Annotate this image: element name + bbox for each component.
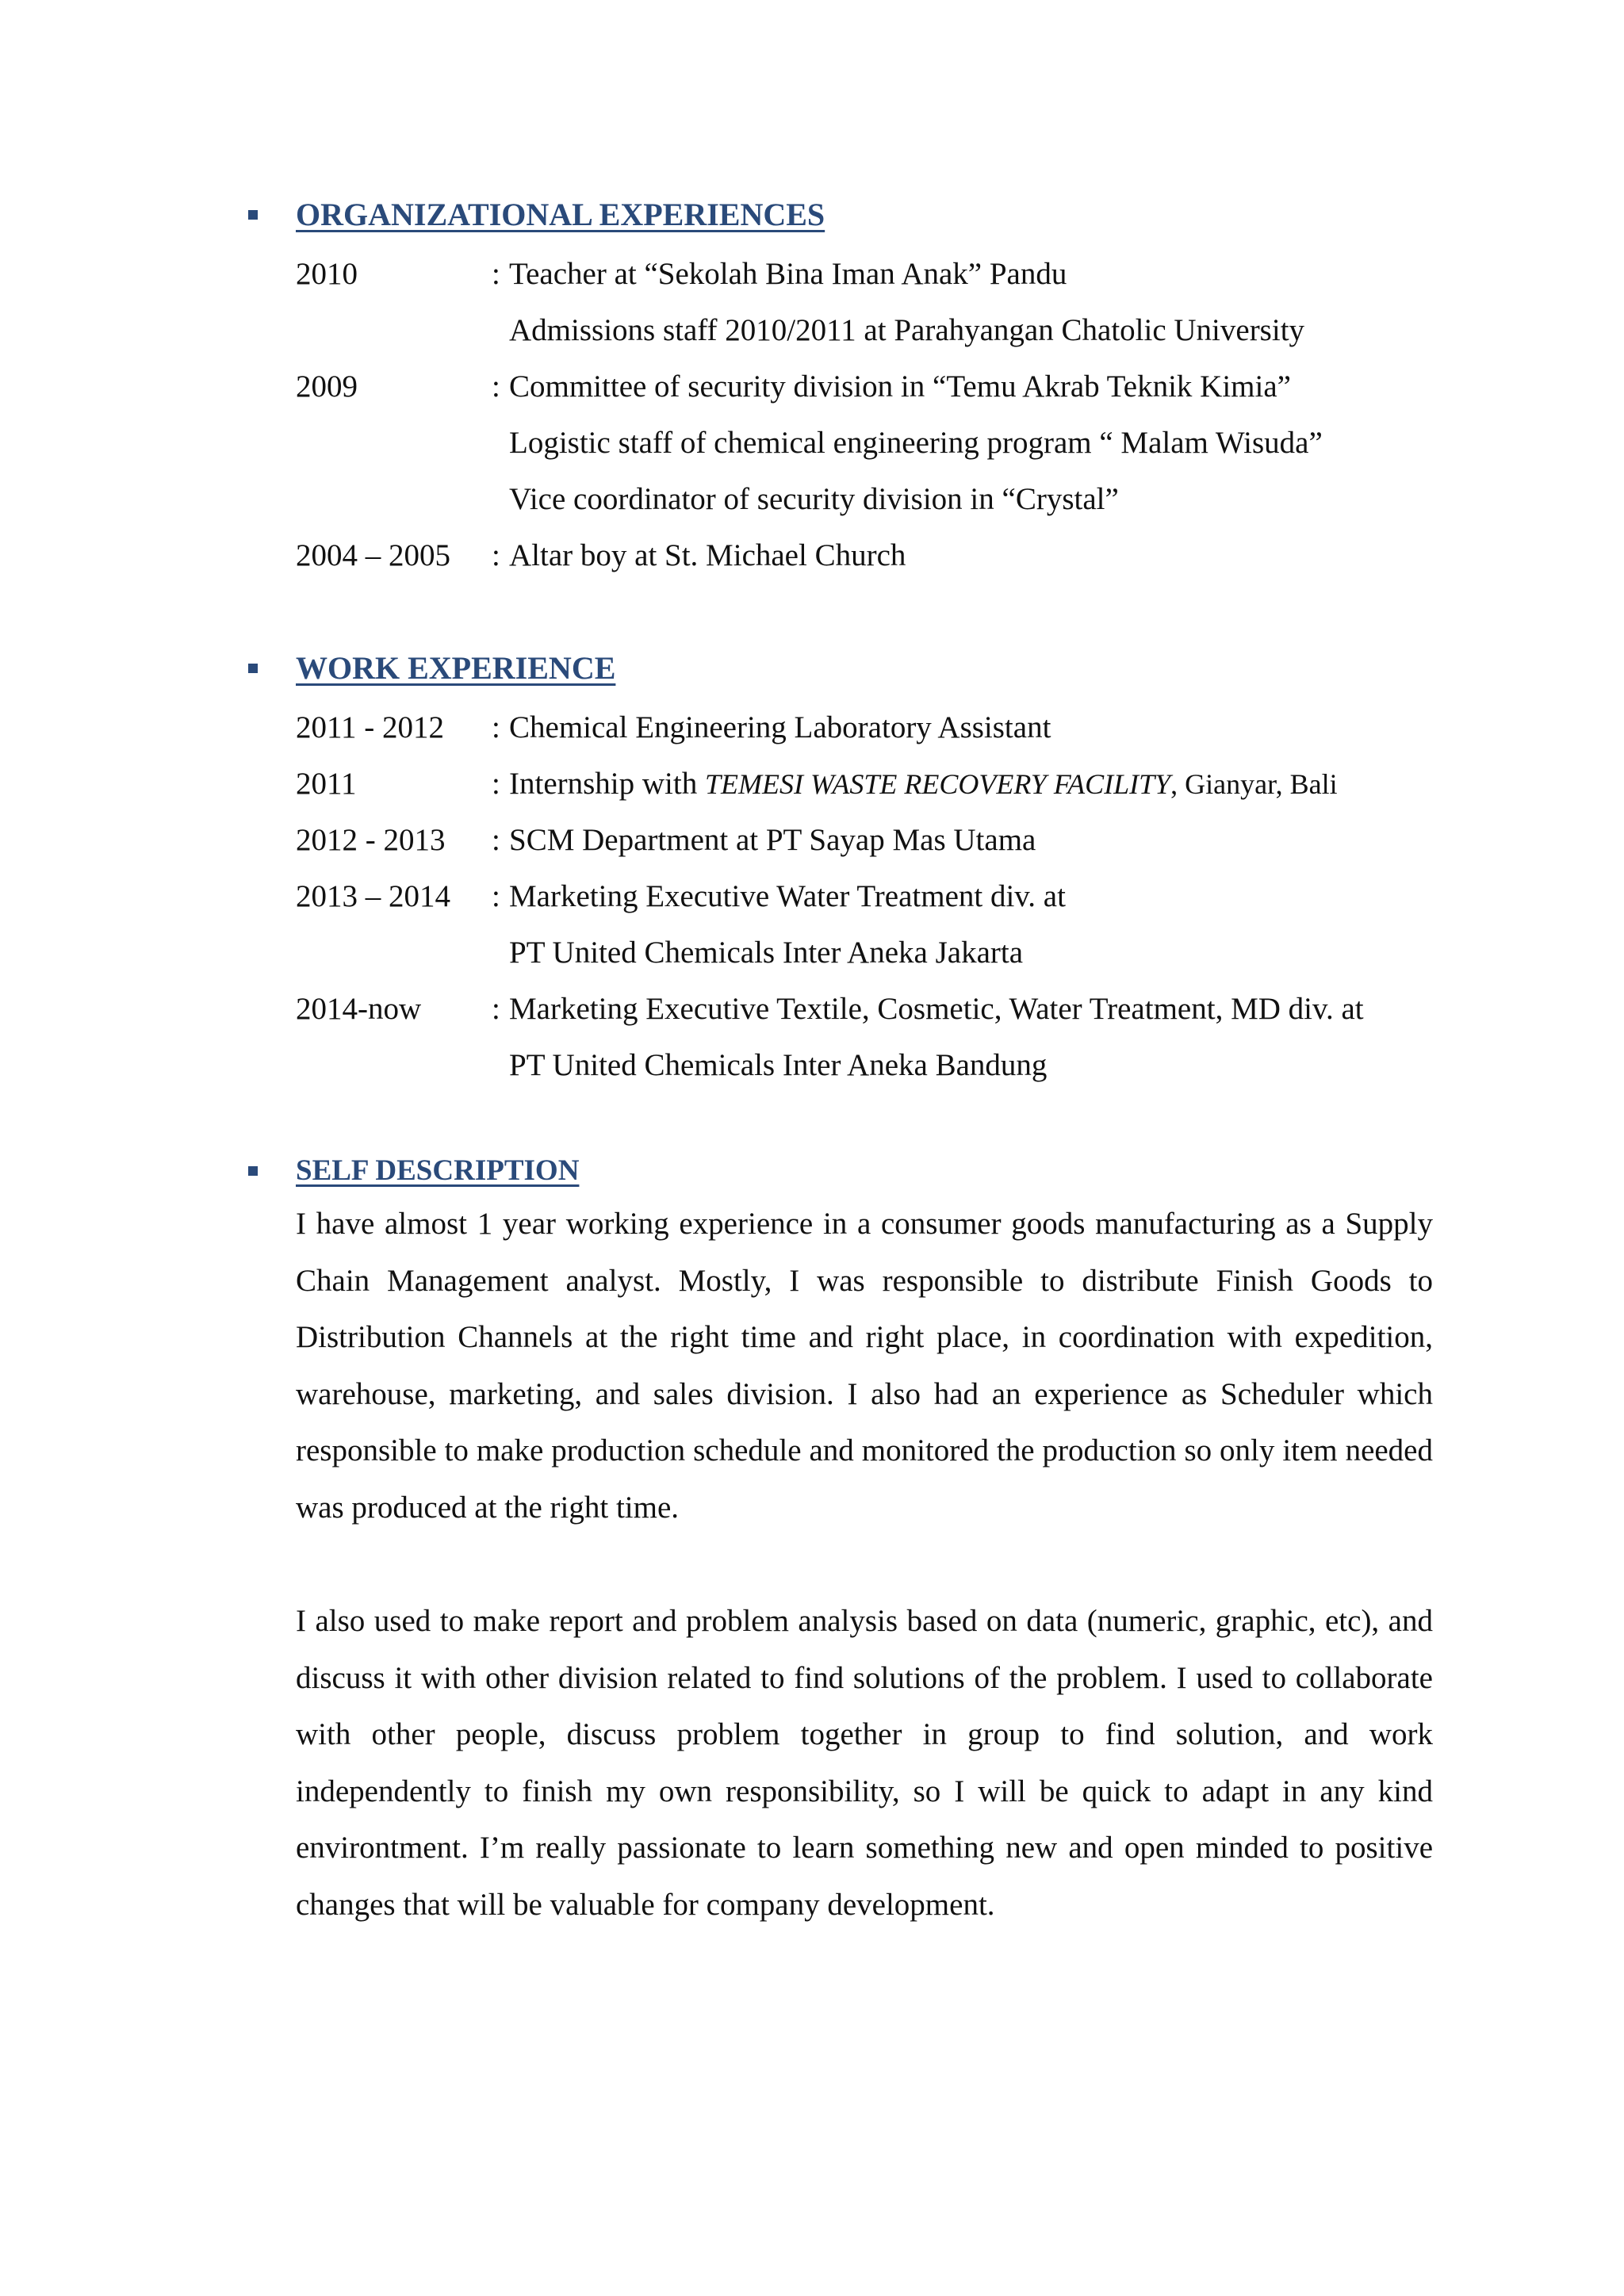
colon-separator: :: [492, 538, 500, 572]
work-entry: [509, 756, 1338, 813]
self-paragraph: I have almost 1 year working experience in a consumer goods manufacturing as a Supply Chain Management analyst. Mostly, I was responsible to distribute Finish Goods to Distribution Channels at the right time and right place, in coordination with expedition, warehouse, marketing, and sales division. I also had an experience as Scheduler which responsible to make production schedule and monitored the production so only item needed was produced at the right time.: [296, 1207, 1433, 1525]
work-row: [0, 812, 1624, 868]
colon-separator: :: [492, 369, 500, 404]
colon-separator: :: [492, 879, 500, 913]
org-entry: Vice coordinator of security division in “Crystal”: [509, 482, 1119, 516]
work-entry: PT United Chemicals Inter Aneka Bandung: [509, 1048, 1048, 1082]
colon-separator: :: [492, 823, 500, 857]
work-entry: SCM Department at PT Sayap Mas Utama: [509, 823, 1036, 857]
org-row: [0, 527, 1624, 584]
bullet-icon: [248, 210, 258, 220]
work-row: [0, 756, 1624, 812]
colon-separator: :: [492, 257, 500, 291]
work-row: [0, 924, 1624, 981]
org-entry: Admissions staff 2010/2011 at Parahyangan Chatolic University: [509, 313, 1305, 347]
work-year: 2012 - 2013: [296, 823, 446, 857]
work-year: 2014-now: [296, 992, 422, 1026]
work-entry: PT United Chemicals Inter Aneka Jakarta: [509, 936, 1024, 970]
org-year: 2010: [296, 257, 358, 291]
work-entry: Chemical Engineering Laboratory Assistant: [509, 710, 1051, 744]
org-year: 2009: [296, 369, 358, 404]
org-entry: Committee of security division in “Temu Akrab Teknik Kimia”: [509, 369, 1291, 404]
org-entry: Logistic staff of chemical engineering program “ Malam Wisuda”: [509, 426, 1323, 460]
org-entry: Teacher at “Sekolah Bina Iman Anak” Pandu: [509, 257, 1067, 291]
work-year: 2013 – 2014: [296, 879, 450, 913]
colon-separator: :: [492, 992, 500, 1026]
bullet-icon: [248, 1166, 258, 1176]
self-paragraph: I also used to make report and problem analysis based on data (numeric, graphic, etc), and discuss it with other division related to find solutions of the problem. I used to collaborate with other people, discuss problem together in group to find solution, and work independently to finish my own responsibility, so I will be quick to adapt in any kind environtment. I’m really passionate to learn something new and open minded to positive changes that will be valuable for company development.: [296, 1604, 1433, 1922]
org-row: [0, 415, 1624, 471]
work-year: 2011: [296, 767, 357, 801]
work-row: [0, 1037, 1624, 1093]
work-year: 2011 - 2012: [296, 710, 445, 744]
org-entry: Altar boy at St. Michael Church: [509, 538, 906, 572]
work-entry: Marketing Executive Water Treatment div. at: [509, 879, 1066, 913]
work-entry: Marketing Executive Textile, Cosmetic, Water Treatment, MD div. at: [509, 992, 1364, 1026]
work-entry-text: Internship with: [509, 767, 705, 801]
colon-separator: :: [492, 767, 500, 801]
work-row: [0, 981, 1624, 1037]
org-row: [0, 358, 1624, 415]
colon-separator: :: [492, 710, 500, 744]
work-row: [0, 699, 1624, 756]
self-heading: SELF DESCRIPTION: [296, 1154, 580, 1187]
work-heading: WORK EXPERIENCE: [296, 650, 616, 686]
company-location: , Gianyar, Bali: [1170, 768, 1338, 800]
work-row: [0, 868, 1624, 924]
org-row: [0, 246, 1624, 302]
org-row: [0, 302, 1624, 358]
organizational-heading: ORGANIZATIONAL EXPERIENCES: [296, 197, 825, 232]
bullet-icon: [248, 664, 258, 673]
org-row: [0, 471, 1624, 527]
company-name: TEMESI WASTE RECOVERY FACILITY: [704, 768, 1171, 800]
org-year: 2004 – 2005: [296, 538, 450, 572]
